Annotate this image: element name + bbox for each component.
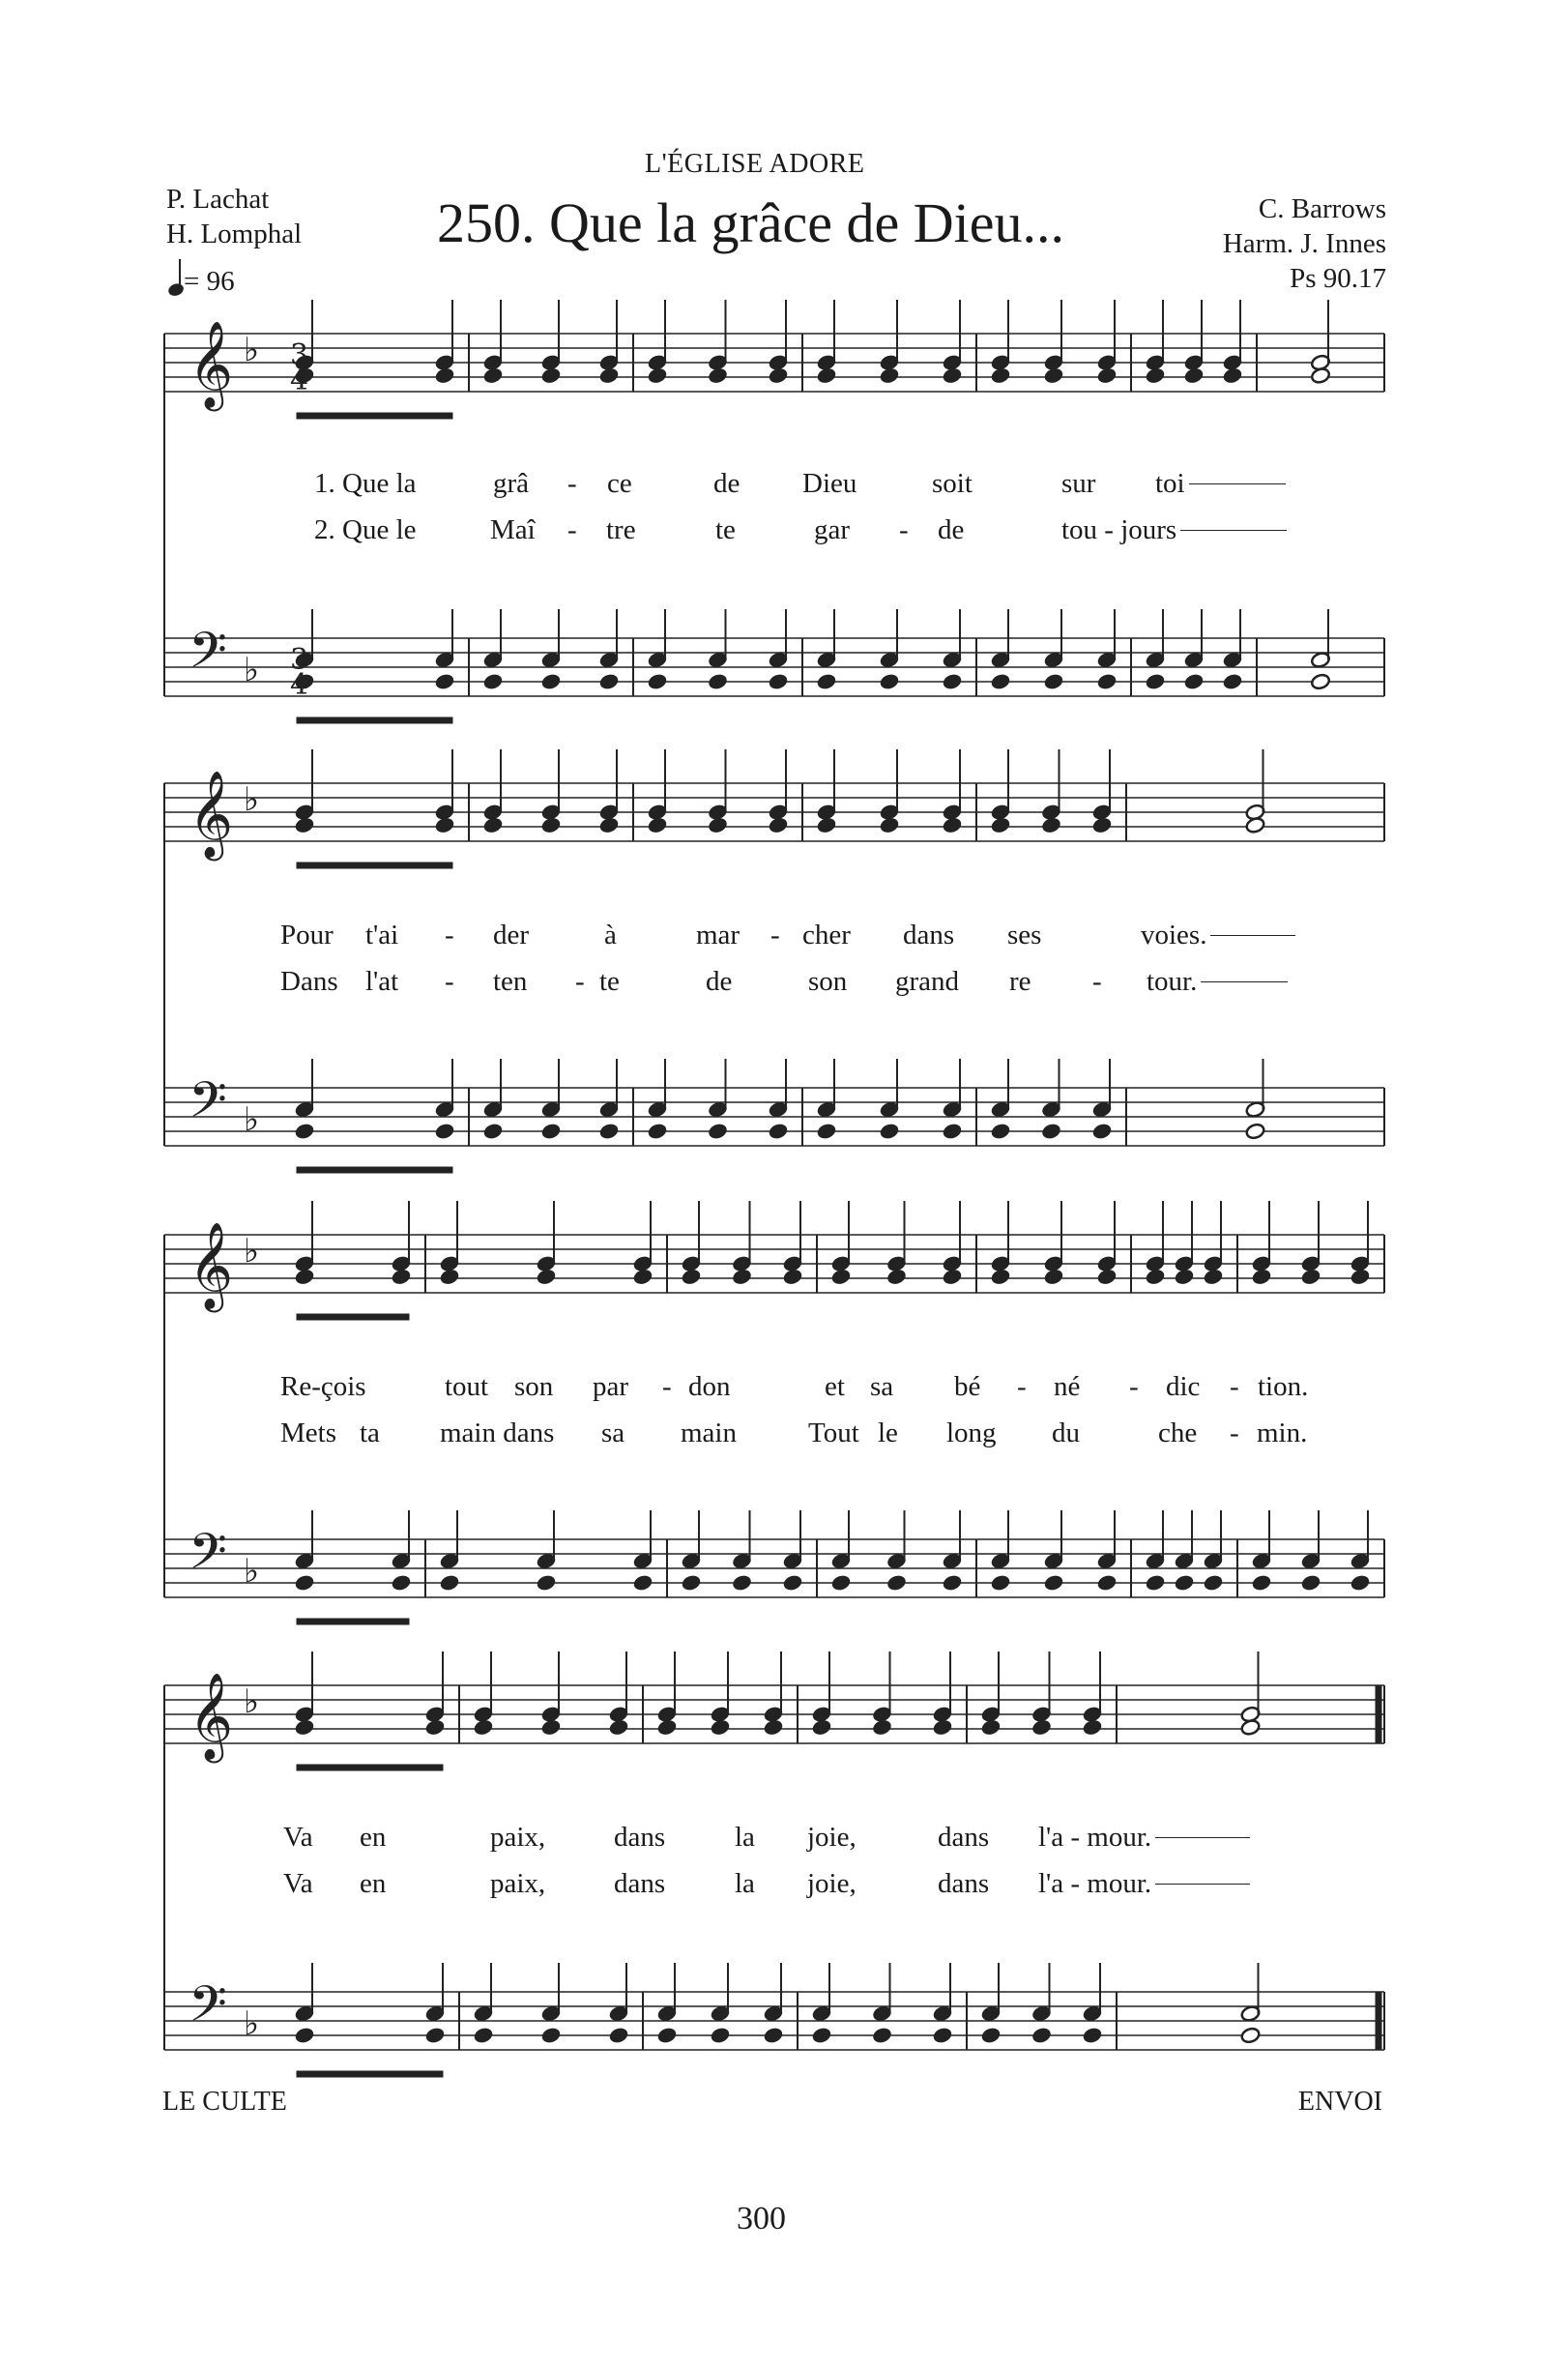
lyric: -	[1230, 1371, 1239, 1402]
lyric: Re-çois	[280, 1371, 366, 1402]
note-head	[647, 673, 667, 690]
lyric: l'a - mour.	[1038, 1822, 1250, 1854]
note-head	[536, 1574, 556, 1592]
lyric: tou - jours	[1061, 514, 1287, 546]
note-head	[1145, 673, 1165, 690]
note-head	[434, 673, 454, 690]
note-head	[482, 673, 503, 690]
note-head	[294, 1718, 314, 1736]
lyric: sa	[601, 1418, 625, 1448]
lyric: Pour	[280, 920, 334, 950]
lyric: -	[567, 514, 577, 545]
note-head	[424, 1718, 445, 1736]
lyric: son	[808, 966, 848, 997]
lyric: soit	[932, 468, 973, 499]
note-head	[598, 673, 619, 690]
note-head	[482, 816, 503, 833]
lyric: don	[688, 1371, 731, 1402]
note-head	[990, 1574, 1010, 1592]
lyric: -	[770, 920, 780, 950]
lyric: né	[1054, 1371, 1081, 1402]
lyric: en	[360, 1868, 387, 1899]
treble-clef-icon: 𝄞	[189, 1222, 234, 1309]
time-signature: 4	[290, 364, 309, 397]
note-head	[879, 1123, 899, 1140]
time-signature: 3	[290, 643, 309, 677]
note-head	[768, 366, 788, 384]
note-head	[1043, 1268, 1063, 1285]
lyric: -	[1230, 1418, 1239, 1448]
note-head	[768, 1123, 788, 1140]
lyric: de	[938, 514, 965, 545]
note-head	[763, 1718, 783, 1736]
lyric: ta	[360, 1418, 380, 1448]
note-head	[1310, 673, 1330, 690]
lyric: cher	[802, 920, 851, 950]
treble-clef-icon: 𝄞	[189, 1673, 234, 1760]
note-head	[598, 366, 619, 384]
note-head	[632, 1268, 653, 1285]
page-number: 300	[737, 2201, 786, 2236]
lyric: sur	[1061, 468, 1096, 499]
lyric: -	[662, 1371, 672, 1402]
lyric: grâ	[493, 468, 530, 499]
note-head	[980, 1718, 1001, 1736]
note-head	[872, 1718, 892, 1736]
note-head	[1240, 2027, 1261, 2044]
lyric: te	[715, 514, 736, 545]
note-head	[647, 1123, 667, 1140]
lyric: toi	[1155, 468, 1286, 500]
note-head	[1203, 1574, 1223, 1592]
lyric: Maî	[490, 514, 536, 545]
note-head	[681, 1574, 701, 1592]
lyric: tour.	[1147, 966, 1288, 998]
treble-clef-icon: 𝄞	[189, 321, 234, 408]
flat-key-signature-icon: ♭	[244, 651, 260, 689]
note-head	[1145, 366, 1165, 384]
note-head	[608, 1718, 628, 1736]
note-head	[942, 1123, 962, 1140]
lyric: -	[445, 966, 454, 997]
note-head	[1145, 1268, 1165, 1285]
note-head	[1145, 1574, 1165, 1592]
lyric: der	[493, 920, 530, 950]
note-head	[763, 2027, 783, 2044]
note-beam	[297, 717, 452, 723]
note-head	[434, 816, 454, 833]
note-head	[608, 2027, 628, 2044]
note-head	[990, 1123, 1010, 1140]
section-heading: L'ÉGLISE ADORE	[645, 149, 865, 179]
lyric: min.	[1257, 1418, 1308, 1448]
note-beam	[297, 1619, 409, 1624]
note-head	[710, 2027, 730, 2044]
lyric: -	[445, 920, 454, 950]
note-head	[1031, 2027, 1052, 2044]
note-head	[990, 366, 1010, 384]
note-head	[811, 1718, 831, 1736]
lyric: grand	[895, 966, 960, 997]
hymn-title: 250. Que la grâce de Dieu...	[437, 191, 1065, 254]
lyric: du	[1052, 1418, 1080, 1448]
note-head	[932, 2027, 952, 2044]
note-beam	[297, 862, 452, 868]
lyric: -	[1017, 1371, 1027, 1402]
note-head	[391, 1574, 411, 1592]
lyric: Va	[283, 1868, 313, 1899]
note-head	[294, 1574, 314, 1592]
note-beam	[297, 2071, 443, 2077]
note-head	[816, 1123, 836, 1140]
note-head	[768, 673, 788, 690]
note-head	[942, 1268, 962, 1285]
note-head	[990, 673, 1010, 690]
note-head	[1222, 366, 1242, 384]
lyric: -	[575, 966, 585, 997]
flat-key-signature-icon: ♭	[244, 780, 260, 819]
lyric: Tout	[808, 1418, 859, 1448]
lyric: par	[593, 1371, 629, 1402]
note-head	[816, 673, 836, 690]
lyric: tion.	[1258, 1371, 1309, 1402]
note-head	[816, 366, 836, 384]
note-head	[1096, 1574, 1117, 1592]
author-left-1: P. Lachat	[166, 184, 270, 215]
note-head	[1183, 366, 1204, 384]
flat-key-signature-icon: ♭	[244, 1232, 260, 1271]
lyric: long	[946, 1418, 997, 1448]
bass-clef-icon: 𝄢	[189, 1974, 227, 2045]
lyric: te	[599, 966, 620, 997]
note-head	[710, 1718, 730, 1736]
lyric: tout	[445, 1371, 489, 1402]
lyric: ses	[1007, 920, 1042, 950]
lyric: mar	[696, 920, 740, 950]
note-head	[879, 366, 899, 384]
note-head	[1174, 1574, 1194, 1592]
note-head	[708, 673, 728, 690]
lyric: bé	[954, 1371, 981, 1402]
note-head	[872, 2027, 892, 2044]
note-head	[656, 1718, 677, 1736]
note-beam	[297, 1765, 443, 1770]
lyric: 1. Que la	[314, 468, 417, 499]
note-head	[434, 366, 454, 384]
lyric: de	[706, 966, 733, 997]
flat-key-signature-icon: ♭	[244, 1100, 260, 1139]
note-head	[598, 1123, 619, 1140]
note-head	[540, 1123, 561, 1140]
author-right-1: C. Barrows	[1258, 193, 1386, 224]
lyric: à	[604, 920, 617, 950]
note-head	[473, 2027, 493, 2044]
note-head	[1031, 1718, 1052, 1736]
note-head	[980, 2027, 1001, 2044]
note-head	[768, 816, 788, 833]
note-head	[1096, 366, 1117, 384]
lyric: joie,	[807, 1822, 857, 1853]
note-head	[811, 2027, 831, 2044]
lyric: Mets	[280, 1418, 336, 1448]
note-head	[830, 1268, 851, 1285]
note-head	[482, 1123, 503, 1140]
note-head	[1082, 2027, 1102, 2044]
note-head	[782, 1574, 802, 1592]
note-head	[1350, 1574, 1370, 1592]
note-head	[816, 816, 836, 833]
lyric: l'a - mour.	[1038, 1868, 1250, 1900]
note-head	[424, 2027, 445, 2044]
footer-left: LE CULTE	[162, 2087, 287, 2117]
author-right-2: Harm. J. Innes	[1222, 228, 1386, 259]
lyric: -	[1092, 966, 1102, 997]
lyric: gar	[814, 514, 851, 545]
note-beam	[297, 1314, 409, 1320]
note-head	[439, 1574, 459, 1592]
note-head	[732, 1268, 752, 1285]
note-head	[942, 1574, 962, 1592]
lyric: Va	[283, 1822, 313, 1853]
note-head	[708, 816, 728, 833]
note-head	[782, 1268, 802, 1285]
lyric: -	[899, 514, 909, 545]
note-head	[879, 673, 899, 690]
lyric: -	[1129, 1371, 1139, 1402]
note-head	[294, 2027, 314, 2044]
note-head	[647, 366, 667, 384]
note-head	[1240, 1718, 1261, 1736]
lyric: et	[825, 1371, 845, 1402]
lyric: Dieu	[802, 468, 857, 499]
lyric: sa	[870, 1371, 894, 1402]
note-head	[294, 1123, 314, 1140]
lyric: ce	[607, 468, 632, 499]
footer-right: ENVOI	[1297, 2087, 1382, 2117]
note-head	[932, 1718, 952, 1736]
lyric: dans	[903, 920, 955, 950]
lyric: joie,	[807, 1868, 857, 1899]
lyric: che	[1158, 1418, 1198, 1448]
note-head	[1310, 366, 1330, 384]
note-head	[830, 1574, 851, 1592]
note-head	[1043, 1574, 1063, 1592]
lyric: re	[1009, 966, 1031, 997]
bass-clef-icon: 𝄢	[189, 1070, 227, 1141]
lyric: paix,	[490, 1822, 546, 1853]
note-head	[1043, 673, 1063, 690]
note-head	[990, 816, 1010, 833]
note-head	[540, 366, 561, 384]
lyric: main dans	[440, 1418, 555, 1448]
note-head	[942, 366, 962, 384]
note-head	[1096, 1268, 1117, 1285]
lyric: voies.	[1141, 920, 1295, 951]
lyric: son	[514, 1371, 554, 1402]
lyric: la	[735, 1868, 755, 1899]
treble-clef-icon: 𝄞	[189, 771, 234, 858]
note-head	[886, 1574, 907, 1592]
lyric: dans	[938, 1868, 990, 1899]
lyric: main	[681, 1418, 737, 1448]
note-head	[540, 1718, 561, 1736]
note-head	[656, 2027, 677, 2044]
note-head	[1174, 1268, 1194, 1285]
note-head	[708, 366, 728, 384]
note-head	[540, 673, 561, 690]
flat-key-signature-icon: ♭	[244, 2004, 260, 2043]
note-head	[1300, 1268, 1321, 1285]
note-head	[1082, 1718, 1102, 1736]
note-head	[294, 816, 314, 833]
note-head	[1251, 1268, 1271, 1285]
flat-key-signature-icon: ♭	[244, 1552, 260, 1591]
note-beam	[297, 1167, 452, 1173]
note-head	[1041, 816, 1061, 833]
note-head	[942, 673, 962, 690]
time-signature: 3	[290, 338, 309, 372]
note-head	[473, 1718, 493, 1736]
note-head	[886, 1268, 907, 1285]
lyric: Dans	[280, 966, 338, 997]
note-head	[482, 366, 503, 384]
note-head	[1043, 366, 1063, 384]
lyric: t'ai	[365, 920, 399, 950]
note-head	[732, 1574, 752, 1592]
lyric: en	[360, 1822, 387, 1853]
lyric: 2. Que le	[314, 514, 417, 545]
note-head	[990, 1268, 1010, 1285]
lyric: dans	[938, 1822, 990, 1853]
note-head	[1091, 816, 1112, 833]
flat-key-signature-icon: ♭	[244, 1682, 260, 1721]
note-head	[1041, 1123, 1061, 1140]
lyric: dic	[1166, 1371, 1201, 1402]
note-head	[1245, 816, 1265, 833]
note-beam	[297, 413, 452, 419]
lyric: la	[735, 1822, 755, 1853]
note-head	[540, 2027, 561, 2044]
note-head	[632, 1574, 653, 1592]
lyric: paix,	[490, 1868, 546, 1899]
lyric: tre	[606, 514, 636, 545]
note-head	[879, 816, 899, 833]
note-head	[1091, 1123, 1112, 1140]
note-head	[1300, 1574, 1321, 1592]
note-head	[391, 1268, 411, 1285]
note-head	[434, 1123, 454, 1140]
note-head	[294, 1268, 314, 1285]
note-head	[536, 1268, 556, 1285]
lyric: -	[567, 468, 577, 499]
note-head	[598, 816, 619, 833]
note-head	[1203, 1268, 1223, 1285]
note-head	[1350, 1268, 1370, 1285]
note-head	[942, 816, 962, 833]
note-head	[1183, 673, 1204, 690]
note-head	[1222, 673, 1242, 690]
note-head	[1245, 1123, 1265, 1140]
time-signature: 4	[290, 668, 309, 702]
note-head	[540, 816, 561, 833]
note-head	[1096, 673, 1117, 690]
author-right-3: Ps 90.17	[1290, 263, 1386, 294]
bass-clef-icon: 𝄢	[189, 621, 227, 691]
note-head	[1251, 1574, 1271, 1592]
lyric: dans	[614, 1822, 666, 1853]
bass-clef-icon: 𝄢	[189, 1522, 227, 1593]
author-left-2: H. Lomphal	[166, 219, 303, 249]
lyric: l'at	[365, 966, 399, 997]
note-head	[708, 1123, 728, 1140]
lyric: ten	[493, 966, 528, 997]
flat-key-signature-icon: ♭	[244, 331, 260, 369]
note-head	[439, 1268, 459, 1285]
lyric: de	[713, 468, 740, 499]
note-head	[681, 1268, 701, 1285]
tempo-marking: = 96	[166, 263, 235, 298]
lyric: le	[878, 1418, 898, 1448]
lyric: dans	[614, 1868, 666, 1899]
note-head	[647, 816, 667, 833]
